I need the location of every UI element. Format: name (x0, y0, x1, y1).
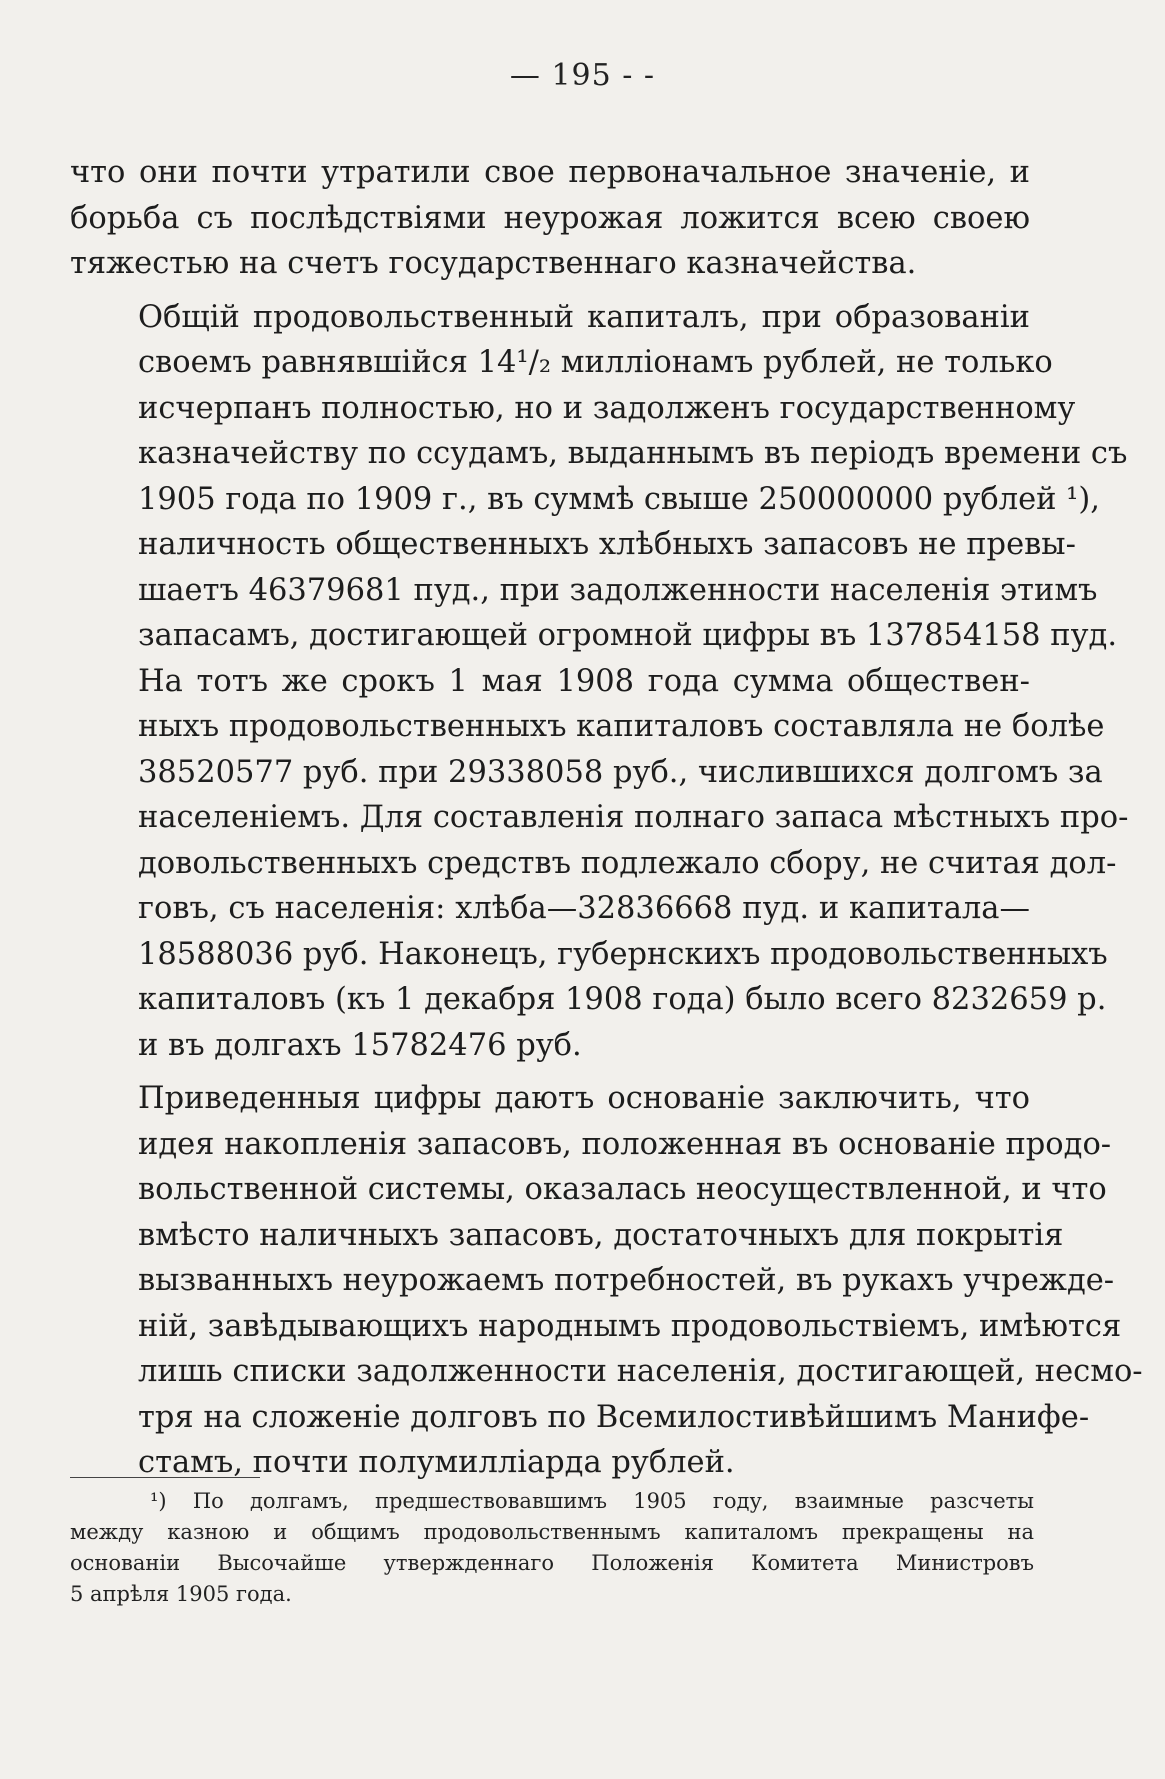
text-line: тяжестью на счетъ государственнаго казначейства. (70, 246, 917, 281)
text-line: вольственной системы, оказалась неосуществленной, и что (138, 1172, 1107, 1207)
text-line: капиталовъ (къ 1 декабря 1908 года) было всего 8232659 р. (138, 982, 1107, 1017)
text-line: лишь списки задолженности населенія, достигающей, несмо- (138, 1354, 1143, 1389)
text-line: Общій продовольственный капиталъ, при образованіи (138, 299, 1030, 335)
page-number: — 195 - - (509, 58, 656, 93)
paragraph-3 (70, 1076, 1143, 1486)
text-line: ныхъ продовольственныхъ капиталовъ составляла не болѣе (138, 709, 1105, 744)
footnote (70, 1486, 1034, 1610)
footnote-divider (70, 1477, 260, 1478)
text-line: 38520577 руб. при 29338058 руб., числившихся долгомъ за (138, 754, 1103, 790)
footnote-line: между казною и общимъ продовольственнымъ капиталомъ прекращены на (70, 1520, 1034, 1544)
paragraph-2 (70, 295, 1129, 1069)
text-line: вмѣсто наличныхъ запасовъ, достаточныхъ для покрытія (138, 1217, 1064, 1253)
text-line: Приведенныя цифры даютъ основаніе заключить, что (138, 1081, 1030, 1116)
text-line: идея накопленія запасовъ, положенная въ основаніе продо- (138, 1126, 1112, 1162)
text-line: населеніемъ. Для составленія полнаго запаса мѣстныхъ про- (138, 800, 1129, 835)
text-line: исчерпанъ полностью, но и задолженъ государственному (138, 390, 1076, 426)
text-line: ній, завѣдывающихъ народнымъ продовольствіемъ, имѣются (138, 1308, 1122, 1344)
footnote-line: ¹) По долгамъ, предшествовавшимъ 1905 году, взаимные разсчеты (150, 1489, 1034, 1513)
text-line: На тотъ же срокъ 1 мая 1908 года сумма обществен- (138, 663, 1030, 699)
text-line: довольственныхъ средствъ подлежало сбору, не считая дол- (138, 845, 1117, 881)
text-line: тря на сложеніе долговъ по Всемилостивѣйшимъ Манифе- (138, 1399, 1090, 1435)
paragraph-1 (70, 150, 1030, 287)
text-line: стамъ, почти полумилліарда рублей. (138, 1445, 735, 1480)
text-line: вызванныхъ неурожаемъ потребностей, въ рукахъ учрежде- (138, 1263, 1115, 1298)
footnote-line: основаніи Высочайше утвержденнаго Положенія Комитета Министровъ (70, 1551, 1034, 1575)
footnote-line: 5 апрѣля 1905 года. (70, 1582, 292, 1606)
text-line: 1905 года по 1909 г., въ суммѣ свыше 250000000 рублей ¹), (138, 481, 1100, 517)
text-line: и въ долгахъ 15782476 руб. (138, 1027, 582, 1063)
text-line: шаетъ 46379681 пуд., при задолженности населенія этимъ (138, 572, 1098, 608)
main-text (70, 150, 1143, 1486)
text-line: что они почти утратили свое первоначальное значеніе, и (70, 155, 1030, 190)
text-line: запасамъ, достигающей огромной цифры въ 137854158 пуд. (138, 618, 1118, 653)
text-line: говъ, съ населенія: хлѣба—32836668 пуд. и капитала— (138, 891, 1030, 926)
text-line: борьба съ послѣдствіями неурожая ложится всею своею (70, 200, 1030, 236)
text-line: своемъ равнявшійся 14¹/₂ милліонамъ рублей, не только (138, 345, 1053, 380)
text-line: 18588036 руб. Наконецъ, губернскихъ продовольственныхъ (138, 936, 1108, 972)
text-line: наличность общественныхъ хлѣбныхъ запасовъ не превы- (138, 527, 1076, 562)
text-line: казначейству по ссудамъ, выданнымъ въ періодъ времени съ (138, 436, 1128, 471)
